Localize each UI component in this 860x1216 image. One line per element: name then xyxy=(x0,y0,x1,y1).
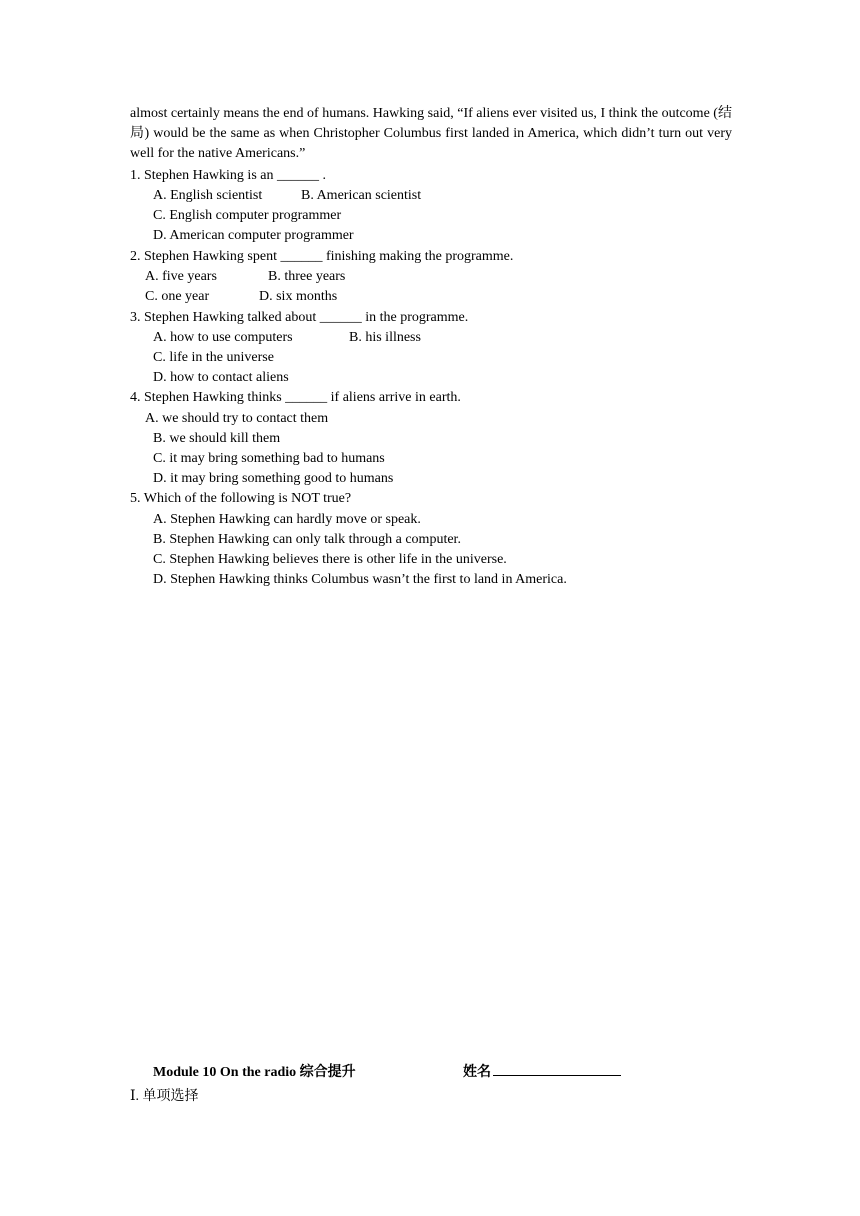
question-2-option-b: B. three years xyxy=(268,269,346,284)
question-4-option-a: A. we should try to contact them xyxy=(145,411,329,426)
question-2-option-a: A. five years xyxy=(145,269,217,284)
question-2-option-d: D. six months xyxy=(259,289,338,304)
name-blank-line[interactable] xyxy=(493,1061,621,1076)
question-5-option-b: B. Stephen Hawking can only talk through a computer. xyxy=(153,532,461,547)
question-4-option-c: C. it may bring something bad to humans xyxy=(153,451,385,466)
name-field[interactable] xyxy=(463,1061,621,1081)
question-5-option-a: A. Stephen Hawking can hardly move or speak. xyxy=(153,512,421,527)
question-3-option-b: B. his illness xyxy=(349,330,421,345)
module-title: Module 10 On the radio 综合提升 xyxy=(153,1065,356,1080)
question-1-option-c: C. English computer programmer xyxy=(153,208,342,223)
question-4-option-b: B. we should kill them xyxy=(153,431,281,446)
question-4-stem: 4. Stephen Hawking thinks ______ if aliens arrive in earth. xyxy=(130,390,461,405)
question-3-stem: 3. Stephen Hawking talked about ______ in the programme. xyxy=(130,310,469,325)
question-3-option-a: A. how to use computers xyxy=(153,330,293,345)
question-1-option-b: B. American scientist xyxy=(301,188,422,203)
question-3-option-d: D. how to contact aliens xyxy=(153,370,289,385)
question-2-option-c: C. one year xyxy=(145,289,210,304)
question-5-option-d: D. Stephen Hawking thinks Columbus wasn’t the first to land in America. xyxy=(153,572,567,587)
question-1-stem: 1. Stephen Hawking is an ______ . xyxy=(130,168,326,183)
name-label: 姓名 xyxy=(463,1065,491,1080)
question-4-option-d: D. it may bring something good to humans xyxy=(153,471,394,486)
passage-paragraph: almost certainly means the end of humans. Hawking said, “If aliens ever visited us, I think the outcome (结局) would be the same as when Christopher Columbus first landed in America, which didn’t turn out very well for the native Americans.” xyxy=(130,106,732,162)
section-heading: Ⅰ. 单项选择 xyxy=(130,1089,199,1104)
question-1-option-a: A. English scientist xyxy=(153,188,263,203)
question-1-option-d: D. American computer programmer xyxy=(153,228,354,243)
question-5-stem: 5. Which of the following is NOT true? xyxy=(130,491,352,506)
question-2-stem: 2. Stephen Hawking spent ______ finishing making the programme. xyxy=(130,249,514,264)
question-3-option-c: C. life in the universe xyxy=(153,350,274,365)
question-5-option-c: C. Stephen Hawking believes there is other life in the universe. xyxy=(153,552,507,567)
